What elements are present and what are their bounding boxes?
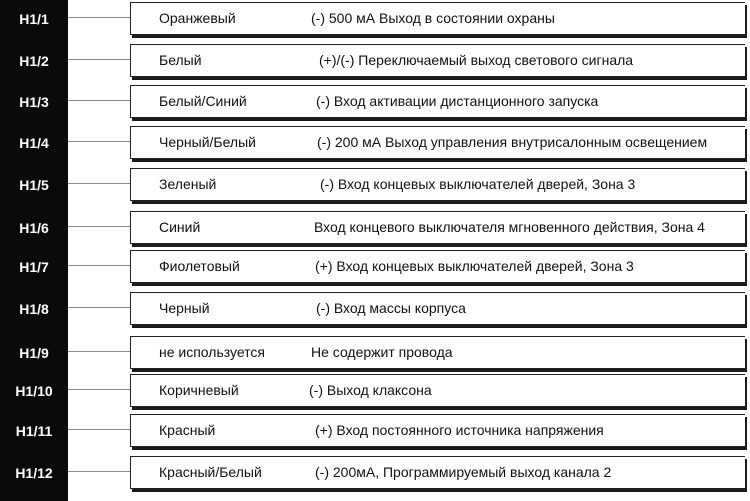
pin-row bbox=[0, 211, 750, 251]
pin-row bbox=[0, 250, 750, 290]
wire-color: Красный/Белый bbox=[159, 464, 262, 480]
lead-line bbox=[68, 17, 130, 18]
pin-row bbox=[0, 126, 750, 166]
wire-function: (-) Вход активации дистанционного запуска bbox=[316, 93, 599, 109]
wire-color: Зеленый bbox=[159, 176, 217, 192]
wire-color: Синий bbox=[159, 219, 201, 235]
lead-line bbox=[68, 389, 130, 390]
wire-function: (-) Выход клаксона bbox=[309, 382, 432, 398]
lead-line bbox=[68, 351, 130, 352]
pin-label: H1/5 bbox=[19, 177, 49, 193]
wire-function: (-) Вход концевых выключателей дверей, Зона 3 bbox=[320, 176, 636, 192]
pin-row bbox=[0, 85, 750, 125]
wire-color: Красный bbox=[159, 422, 216, 438]
wire-color: Белый/Синий bbox=[159, 93, 247, 109]
lead-line bbox=[68, 59, 130, 60]
wire-function: Вход концевого выключателя мгновенного действия, Зона 4 bbox=[314, 219, 705, 235]
lead-line bbox=[68, 265, 130, 266]
pin-row bbox=[0, 414, 750, 454]
pin-row bbox=[0, 168, 750, 208]
wire-function: (-) 500 мА Выход в состоянии охраны bbox=[311, 10, 555, 26]
wire-box bbox=[130, 85, 745, 118]
wire-function: Не содержит провода bbox=[311, 344, 453, 360]
wire-box bbox=[130, 2, 745, 35]
wire-box bbox=[130, 292, 745, 325]
wire-box bbox=[130, 336, 745, 369]
lead-line bbox=[68, 226, 130, 227]
wire-function: (+) Вход концевых выключателей дверей, Зона 3 bbox=[315, 258, 634, 274]
pin-label: H1/12 bbox=[15, 465, 53, 481]
wire-function: (-) 200 мА Выход управления внутрисалонным освещением bbox=[317, 134, 708, 150]
lead-line bbox=[68, 100, 130, 101]
pin-label: H1/6 bbox=[19, 220, 49, 236]
pin-label: H1/9 bbox=[19, 345, 49, 361]
wire-color: Белый bbox=[159, 52, 202, 68]
wire-color: не используется bbox=[159, 344, 266, 360]
pin-label: H1/7 bbox=[19, 259, 49, 275]
pin-row bbox=[0, 292, 750, 332]
pin-row bbox=[0, 374, 750, 414]
wire-box bbox=[130, 456, 745, 489]
pin-label: H1/11 bbox=[15, 423, 53, 439]
pin-label: H1/10 bbox=[15, 383, 53, 399]
pin-row bbox=[0, 336, 750, 376]
wire-box bbox=[130, 44, 745, 77]
wire-function: (+) Вход постоянного источника напряжения bbox=[315, 422, 604, 438]
wire-color: Черный bbox=[159, 300, 210, 316]
lead-line bbox=[68, 183, 130, 184]
pin-row bbox=[0, 456, 750, 496]
wire-box bbox=[130, 211, 745, 244]
pin-label: H1/4 bbox=[19, 135, 49, 151]
wire-box bbox=[130, 168, 745, 201]
wire-color: Черный/Белый bbox=[159, 134, 256, 150]
pin-label: H1/8 bbox=[19, 301, 49, 317]
wire-function: (-) 200мА, Программируемый выход канала 2 bbox=[315, 464, 612, 480]
lead-line bbox=[68, 307, 130, 308]
wire-box bbox=[130, 250, 745, 283]
pin-row bbox=[0, 44, 750, 84]
wire-box bbox=[130, 374, 745, 407]
wire-box bbox=[130, 414, 745, 447]
wire-color: Оранжевый bbox=[159, 10, 236, 26]
lead-line bbox=[68, 141, 130, 142]
pin-label: H1/3 bbox=[19, 94, 49, 110]
lead-line bbox=[68, 471, 130, 472]
wire-function: (+)/(-) Переключаемый выход светового сигнала bbox=[319, 52, 634, 68]
wire-function: (-) Вход массы корпуса bbox=[316, 300, 466, 316]
pin-row bbox=[0, 2, 750, 42]
wire-color: Коричневый bbox=[159, 382, 239, 398]
pin-label: H1/1 bbox=[19, 11, 49, 27]
pin-label: H1/2 bbox=[19, 53, 49, 69]
lead-line bbox=[68, 429, 130, 430]
wire-box bbox=[130, 126, 745, 159]
wire-color: Фиолетовый bbox=[159, 258, 240, 274]
